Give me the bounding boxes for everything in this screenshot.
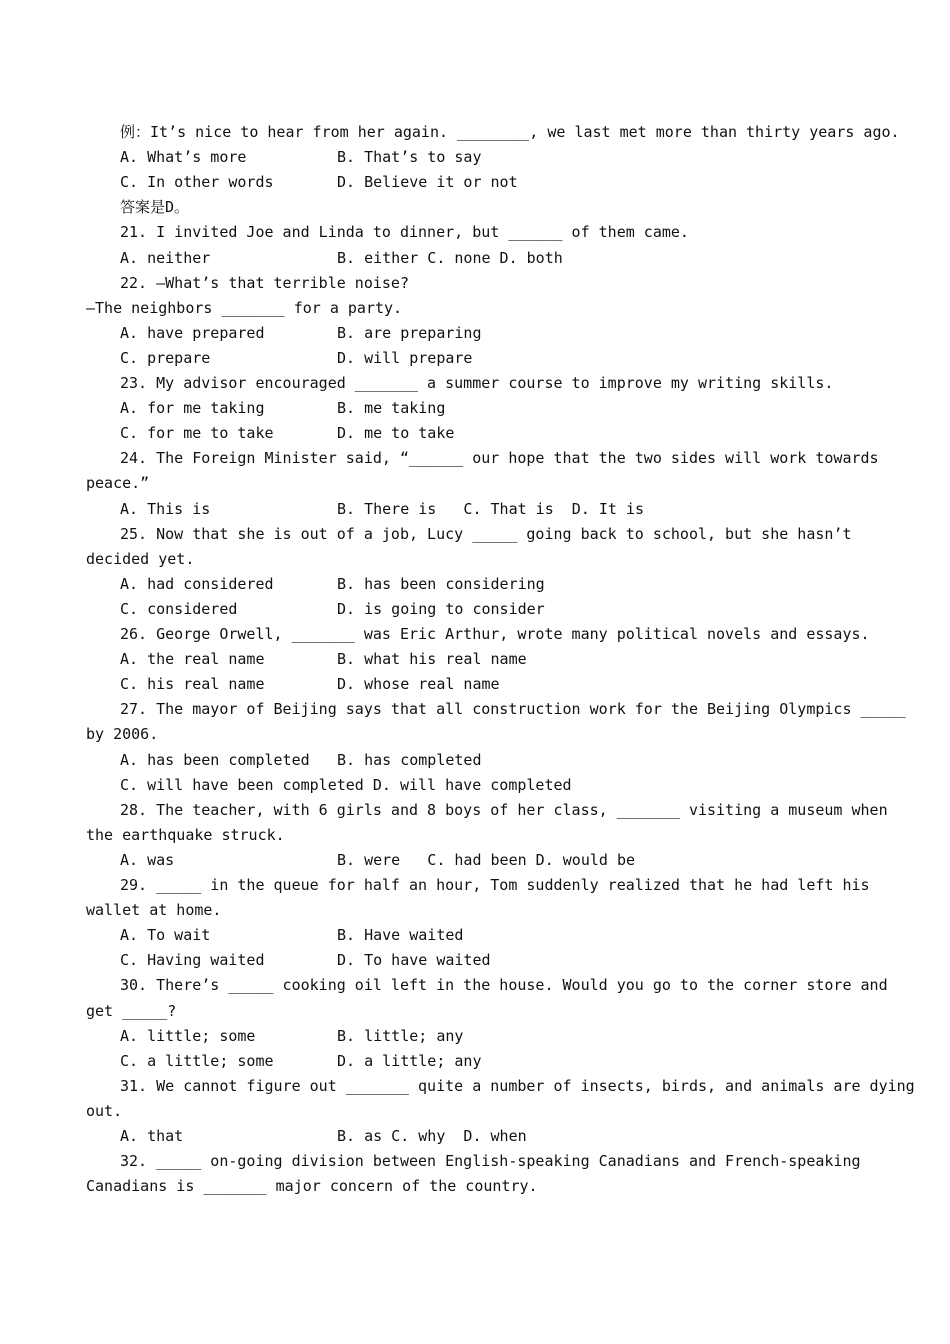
option-left: A. has been completed [120, 750, 310, 769]
question-stem-text: decided yet. [86, 549, 195, 568]
question-options-row [0, 1024, 950, 1049]
option-right: B. little; any [337, 1026, 464, 1045]
option-right: D. me to take [337, 424, 455, 443]
question-stem-text: 27. The mayor of Beijing says that all construction work for the Beijing Olympics _____ [120, 700, 906, 719]
question-stem-text: Canadians is _______ major concern of the country. [86, 1177, 538, 1196]
option-right: B. what his real name [337, 650, 527, 669]
option-left: C. his real name [120, 675, 265, 694]
option-left: A. This is [120, 499, 211, 518]
question-options-row [0, 346, 950, 371]
question-stem-text: —The neighbors _______ for a party. [86, 298, 403, 317]
question-stem-line [0, 973, 950, 998]
example-options-row [0, 170, 950, 195]
example-stem-text: 例：It’s nice to hear from her again. ________, we last met more than thirty years ago. [120, 123, 900, 141]
option-right: D. a little; any [337, 1051, 482, 1070]
answer-text: 答案是D。 [120, 198, 190, 217]
question-stem-text: 22. —What’s that terrible noise? [120, 273, 409, 292]
example-options-row [0, 145, 950, 170]
question-stem-text: peace.” [86, 474, 150, 493]
option-right: D. To have waited [337, 951, 491, 970]
option-left: C. will have been completed D. will have completed [120, 775, 572, 794]
question-stem-text: 26. George Orwell, _______ was Eric Arthur, wrote many political novels and essays. [120, 625, 870, 643]
option-d: D. Believe it or not [337, 173, 518, 192]
option-left: A. was [120, 850, 175, 869]
question-stem-text: 21. I invited Joe and Linda to dinner, but ______ of them came. [120, 223, 689, 242]
option-right: B. either C. none D. both [337, 248, 563, 267]
question-options-row [0, 321, 950, 346]
question-options-row [0, 1049, 950, 1074]
question-options-row [0, 1124, 950, 1149]
question-options-row [0, 672, 950, 697]
question-stem-line [0, 898, 950, 923]
question-stem-text: 25. Now that she is out of a job, Lucy _____ going back to school, but she hasn’t [120, 524, 852, 543]
question-stem-line [0, 873, 950, 898]
question-stem-line [0, 798, 950, 823]
question-stem-line [0, 547, 950, 572]
question-options-row [0, 497, 950, 522]
option-right: D. will prepare [337, 348, 473, 367]
question-options-row [0, 948, 950, 973]
question-stem-line [0, 471, 950, 496]
option-left: C. prepare [120, 348, 211, 367]
question-stem-text: 29. _____ in the queue for half an hour, Tom suddenly realized that he had left his [120, 876, 870, 894]
question-stem-text: 30. There’s _____ cooking oil left in the house. Would you go to the corner store and [120, 976, 888, 995]
question-options-row [0, 396, 950, 421]
question-stem-text: 23. My advisor encouraged _______ a summer course to improve my writing skills. [120, 374, 834, 392]
option-right: B. has completed [337, 750, 482, 769]
question-stem-line [0, 622, 950, 647]
example-stem [0, 120, 950, 145]
option-right: B. as C. why D. when [337, 1127, 527, 1145]
question-options-row [0, 923, 950, 948]
option-right: B. were C. had been D. would be [337, 850, 636, 869]
question-options-row [0, 246, 950, 271]
question-stem-text: get _____? [86, 1001, 177, 1020]
question-options-row [0, 597, 950, 622]
option-left: C. Having waited [120, 951, 265, 970]
option-left: C. for me to take [120, 424, 274, 443]
question-stem-text: 24. The Foreign Minister said, “______ our hope that the two sides will work towards [120, 449, 879, 468]
option-right: B. me taking [337, 399, 446, 418]
question-stem-line [0, 1099, 950, 1124]
question-stem-text: the earthquake struck. [86, 825, 285, 844]
option-left: A. To wait [120, 926, 211, 945]
question-stem-text: wallet at home. [86, 901, 222, 920]
option-a: A. What’s more [120, 148, 247, 167]
question-stem-line [0, 220, 950, 245]
question-stem-text: 32. _____ on-going division between English-speaking Canadians and French-speaking [120, 1152, 861, 1171]
option-right: B. are preparing [337, 323, 482, 342]
question-stem-line [0, 823, 950, 848]
option-left: A. for me taking [120, 399, 265, 418]
question-stem-text: out. [86, 1101, 123, 1120]
question-stem-line [0, 999, 950, 1024]
question-options-row [0, 848, 950, 873]
option-right: B. There is C. That is D. It is [337, 499, 645, 518]
question-stem-line [0, 271, 950, 296]
option-left: A. have prepared [120, 323, 265, 342]
question-stem-line [0, 697, 950, 722]
question-stem-text: 31. We cannot figure out _______ quite a number of insects, birds, and animals are dying [120, 1076, 915, 1095]
question-stem-line [0, 722, 950, 747]
question-stem-text: by 2006. [86, 725, 159, 744]
question-options-row [0, 572, 950, 597]
question-stem-line [0, 1149, 950, 1174]
question-options-row [0, 647, 950, 672]
question-stem-line [0, 296, 950, 321]
question-options-row [0, 773, 950, 798]
question-options-row [0, 748, 950, 773]
option-left: A. little; some [120, 1026, 256, 1045]
question-stem-text: 28. The teacher, with 6 girls and 8 boys of her class, _______ visiting a museum when [120, 800, 888, 819]
option-left: C. considered [120, 599, 238, 618]
option-left: A. neither [120, 248, 211, 267]
option-left: C. a little; some [120, 1051, 274, 1070]
question-stem-line [0, 522, 950, 547]
question-options-row [0, 421, 950, 446]
option-c: C. In other words [120, 173, 274, 192]
question-stem-line [0, 1074, 950, 1099]
option-left: A. that [120, 1127, 184, 1145]
question-stem-line [0, 371, 950, 396]
option-right: D. whose real name [337, 675, 500, 694]
question-stem-line [0, 1174, 950, 1199]
option-right: B. has been considering [337, 574, 545, 593]
option-right: D. is going to consider [337, 599, 545, 618]
option-right: B. Have waited [337, 926, 464, 945]
question-stem-line [0, 446, 950, 471]
option-b: B. That’s to say [337, 148, 482, 167]
option-left: A. had considered [120, 574, 274, 593]
example-answer [0, 195, 950, 220]
option-left: A. the real name [120, 650, 265, 669]
